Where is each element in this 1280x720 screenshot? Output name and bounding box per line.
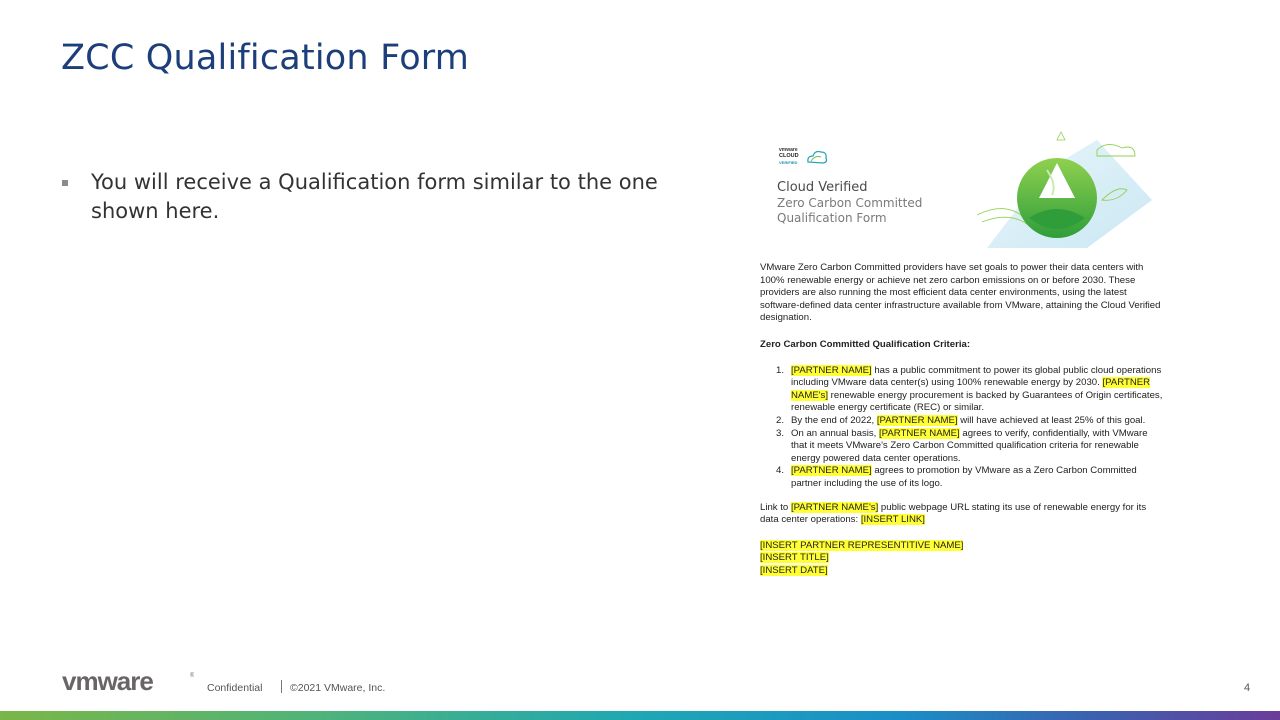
footer-divider <box>281 680 282 693</box>
recycle-leaf-illustration <box>977 130 1157 255</box>
cloud-verified-badge <box>779 147 829 167</box>
footer-confidential: Confidential <box>207 682 263 694</box>
badge-line2: VERIFIED <box>779 160 798 165</box>
insert-link-placeholder: [INSERT LINK] <box>860 514 925 526</box>
representative-name-placeholder: [INSERT PARTNER REPRESENTITIVE NAME] <box>760 539 964 551</box>
bullet-square-icon <box>62 180 68 186</box>
svg-text:vmware: vmware <box>62 669 153 695</box>
partner-name-placeholder: [PARTNER NAME's] <box>791 377 1151 401</box>
bullet-list <box>62 168 682 226</box>
badge-line1: CLOUD <box>779 153 799 159</box>
form-intro: VMware Zero Carbon Committed providers have set goals to power their data centers with 100% renewable energy or achieve net zero carbon emissions on or before 2030. These providers are also running the most efficient data center environments, using the latest software-defined data center infrastructure available from VMware, attaining the Cloud Verified designation. <box>760 262 1161 324</box>
form-subtitle-line2: Qualification Form <box>777 211 887 225</box>
form-title-block <box>777 180 922 226</box>
criteria-item: 1. [PARTNER NAME] has a public commitment to power its global public cloud operations including VMware data center(s) using 100% renewable energy by 2030. [PARTNER NAME's] renewable energy procurement is backed by Guarantees of Origin certificates, renewable energy certificate (REC) or similar. <box>776 364 1163 414</box>
criteria-list <box>760 365 1165 491</box>
svg-text:®: ® <box>190 673 194 679</box>
date-placeholder: [INSERT DATE] <box>760 564 828 576</box>
bullet-item <box>62 168 682 226</box>
partner-name-placeholder: [PARTNER NAME] <box>791 364 872 376</box>
page-number: 4 <box>1244 682 1251 694</box>
criteria-heading: Zero Carbon Committed Qualification Criteria: <box>760 338 971 350</box>
badge-brand: vmware <box>779 147 798 153</box>
criteria-item: 2. By the end of 2022, [PARTNER NAME] will have achieved at least 25% of this goal. <box>776 414 1146 426</box>
vmware-logo <box>62 669 194 695</box>
form-subtitle-line1: Zero Carbon Committed <box>777 196 923 210</box>
title-placeholder: [INSERT TITLE] <box>760 552 829 564</box>
slide-title: ZCC Qualification Form <box>61 38 470 78</box>
partner-link-text: Link to [PARTNER NAME's] public webpage URL stating its use of renewable energy for its data center operations: [INSERT LINK] <box>760 501 1147 526</box>
signature-block <box>760 540 1165 578</box>
cloud-swirl-icon <box>805 147 829 167</box>
partner-name-placeholder: [PARTNER NAME] <box>791 465 872 477</box>
partner-name-placeholder: [PARTNER NAME] <box>876 414 958 426</box>
partner-name-placeholder: [PARTNER NAME's] <box>790 501 879 513</box>
form-title: Cloud Verified <box>777 180 868 195</box>
form-header <box>752 120 1172 260</box>
bullet-text: You will receive a Qualification form similar to the one shown here. <box>91 170 658 223</box>
footer-gradient-bar <box>0 711 1280 720</box>
form-body <box>760 262 1165 577</box>
criteria-item: 3. On an annual basis, [PARTNER NAME] agrees to verify, confidentially, with VMware that it meets VMware's Zero Carbon Committed qualification criteria for renewable energy powered data center operations. <box>776 427 1148 464</box>
qualification-form-preview <box>752 120 1172 590</box>
partner-name-placeholder: [PARTNER NAME] <box>879 427 960 439</box>
footer-copyright: ©2021 VMware, Inc. <box>290 682 386 694</box>
criteria-item: 4. [PARTNER NAME] agrees to promotion by VMware as a Zero Carbon Committed partner including the use of its logo. <box>776 465 1137 489</box>
